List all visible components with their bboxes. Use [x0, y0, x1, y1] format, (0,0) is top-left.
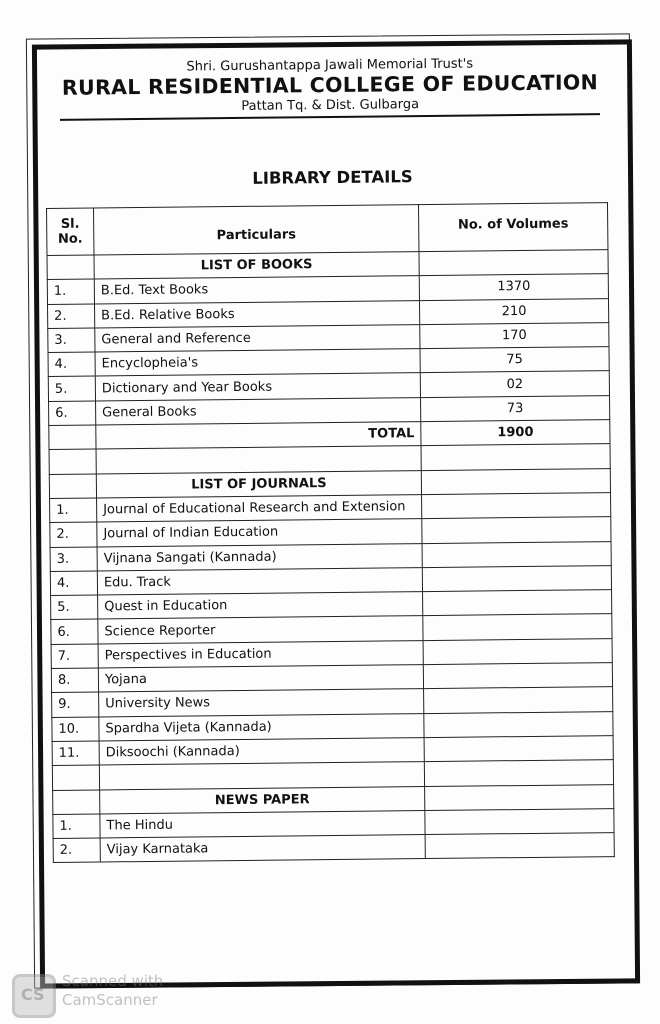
row-sl: 2.: [53, 838, 100, 863]
row-sl: 3.: [50, 547, 97, 572]
row-sl: 4.: [50, 571, 97, 596]
column-header-particulars: Particulars: [94, 205, 419, 255]
row-sl: 10.: [52, 717, 99, 742]
row-volumes: 02: [420, 371, 609, 397]
row-sl: 2.: [48, 304, 95, 329]
row-volumes: 75: [420, 347, 609, 373]
column-header-sl: Sl. No.: [47, 208, 94, 255]
row-sl: 11.: [52, 741, 99, 766]
watermark-line1: Scanned with: [62, 972, 164, 990]
row-particular: Quest in Education: [98, 592, 423, 620]
camscanner-watermark: [12, 972, 172, 1016]
letterhead: [60, 55, 601, 116]
row-particular: Encyclopheia's: [95, 349, 420, 377]
library-table: [46, 202, 615, 863]
row-sl: 8.: [51, 668, 98, 693]
row-sl: 3.: [48, 328, 95, 353]
row-sl: 9.: [52, 692, 99, 717]
section-title: LIST OF JOURNALS: [96, 470, 421, 498]
total-value: 1900: [421, 420, 610, 446]
row-sl: 2.: [50, 522, 97, 547]
row-particular: Yojana: [98, 665, 423, 693]
table-row: [53, 833, 614, 863]
row-volumes: 1370: [419, 274, 608, 300]
row-particular: Dictionary and Year Books: [95, 373, 420, 401]
row-sl: 7.: [51, 644, 98, 669]
row-particular: Journal of Educational Research and Extension: [97, 495, 422, 523]
row-particular: Diksoochi (Kannada): [99, 738, 424, 766]
college-location: Pattan Tq. & Dist. Gulbarga: [241, 97, 420, 114]
row-particular: Spardha Vijeta (Kannada): [99, 713, 424, 741]
row-particular: B.Ed. Text Books: [94, 276, 419, 304]
row-particular: Perspectives in Education: [98, 640, 423, 668]
row-particular: Science Reporter: [98, 616, 423, 644]
row-sl: 6.: [49, 401, 96, 426]
row-particular: University News: [99, 689, 424, 717]
row-sl: 5.: [51, 595, 98, 620]
row-sl: 1.: [53, 814, 100, 839]
row-particular: Vijnana Sangati (Kannada): [97, 543, 422, 571]
watermark-line2: CamScanner: [62, 991, 158, 1009]
college-name: RURAL RESIDENTIAL COLLEGE OF EDUCATION: [61, 70, 599, 100]
row-particular: B.Ed. Relative Books: [95, 300, 420, 328]
row-sl: 5.: [48, 376, 95, 401]
row-particular: Journal of Indian Education: [97, 519, 422, 547]
row-sl: 4.: [48, 352, 95, 377]
row-volumes: 73: [421, 395, 610, 421]
row-particular: General and Reference: [95, 324, 420, 352]
row-sl: 6.: [51, 619, 98, 644]
row-particular: Edu. Track: [97, 567, 422, 595]
total-label: TOTAL: [96, 422, 421, 450]
column-header-volumes: No. of Volumes: [418, 203, 607, 252]
trust-name: Shri. Gurushantappa Jawali Memorial Trust's: [186, 56, 474, 75]
camscanner-logo-icon: CS: [12, 974, 56, 1018]
row-sl: 1.: [47, 279, 94, 304]
section-title: LIST OF BOOKS: [94, 252, 419, 280]
table-header-row: [47, 203, 608, 256]
row-volumes: 170: [420, 323, 609, 349]
row-particular: Vijay Karnataka: [100, 835, 425, 863]
row-volumes: 210: [419, 298, 608, 324]
section-title: NEWS PAPER: [100, 786, 425, 814]
row-particular: General Books: [96, 397, 421, 425]
page-title: LIBRARY DETAILS: [252, 167, 413, 188]
row-sl: 1.: [50, 498, 97, 523]
row-particular: The Hindu: [100, 810, 425, 838]
